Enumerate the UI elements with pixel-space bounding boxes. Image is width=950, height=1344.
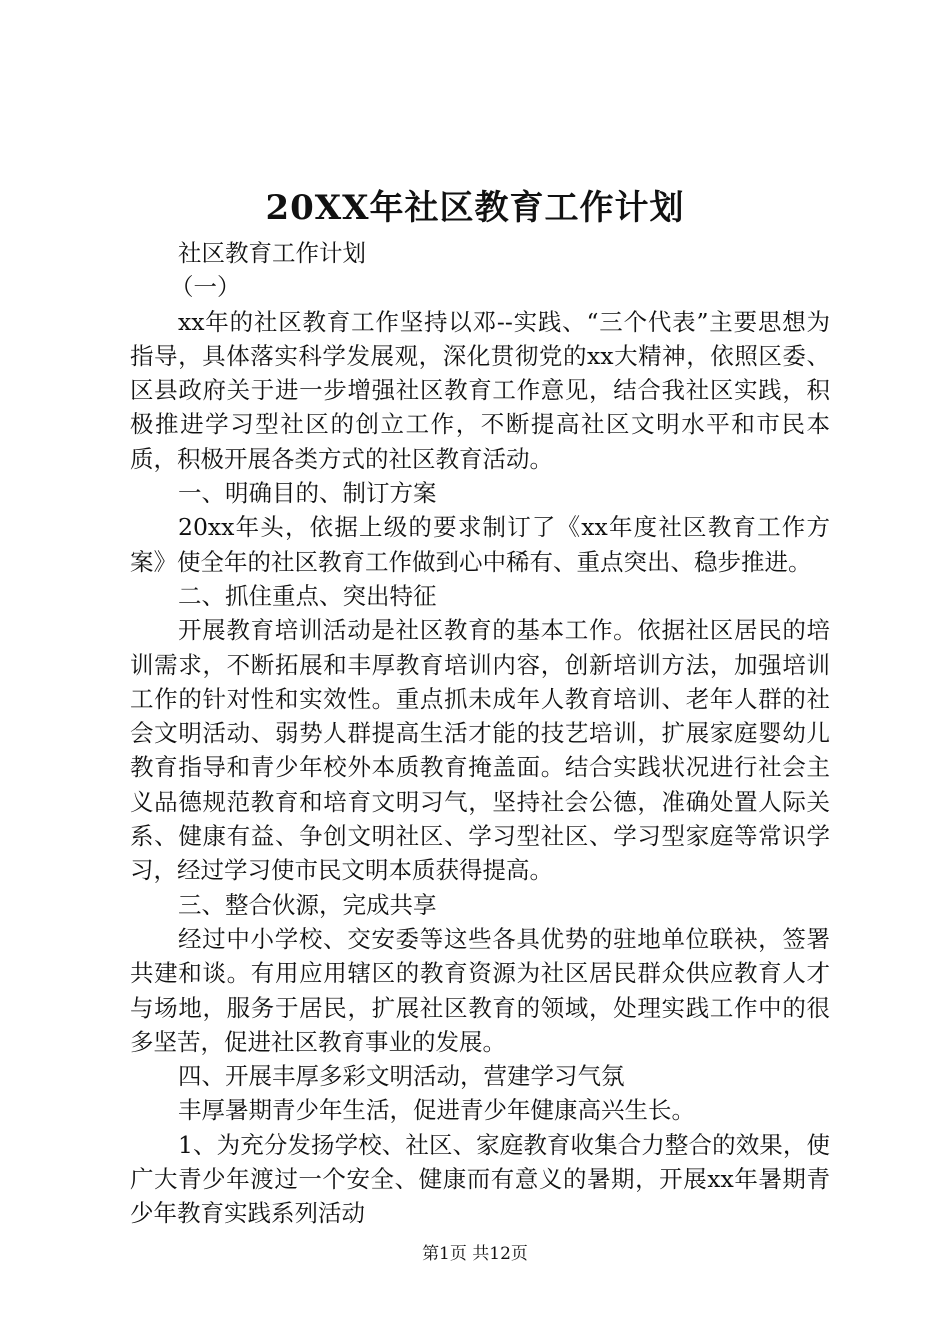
page-footer: 第1页 共12页 (422, 1244, 528, 1264)
section-heading-1: 一、明确目的、制订方案 (178, 479, 437, 508)
subtitle-paragraph: 社区教育工作计划 (178, 239, 366, 267)
section-heading-4: 四、开展丰厚多彩文明活动，营建学习气氛 (178, 1062, 625, 1091)
section-paragraph-4: 丰厚暑期青少年生活，促进青少年健康高兴生长。 (178, 1096, 695, 1125)
section-paragraph-3: 经过中小学校、交安委等这些各具优势的驻地单位联袂，签署共建和谈。有用应用辖区的教育资源为社区居民群众供应教育人才与场地，服务于居民，扩展社区教育的领域，处理实践工作中的很多坚苦，促进社区教育事业的发展。 (130, 924, 830, 1056)
intro-paragraph: xx年的社区教育工作坚持以邓--实践、“三个代表”主要思想为指导，具体落实科学发展观，深化贯彻党的xx大精神，依照区委、区县政府关于进一步增强社区教育工作意见，结合我社区实践，积极推进学习型社区的创立工作，不断提高社区文明水平和市民本质，积极开展各类方式的社区教育活动。 (130, 307, 830, 473)
section-heading-2: 二、抓住重点、突出特征 (178, 581, 437, 610)
section-paragraph-2: 开展教育培训活动是社区教育的基本工作。依据社区居民的培训需求，不断拓展和丰厚教育培训内容，创新培训方法，加强培训工作的针对性和实效性。重点抓未成年人教育培训、老年人群的社会文明活动、弱势人群提高生活才能的技艺培训，扩展家庭婴幼儿教育指导和青少年校外本质教育掩盖面。结合实践状况进行社会主义品德规范教育和培育文明习气，坚持社会公德，准确处置人际关系、健康有益、争创文明社区、学习型社区、学习型家庭等常识学习，经过学习使市民文明本质获得提高。 (130, 616, 830, 885)
list-item-paragraph: 1、为充分发扬学校、社区、家庭教育收集合力整合的效果，使广大青少年渡过一个安全、健康而有意义的暑期，开展xx年暑期青少年教育实践系列活动 (130, 1130, 830, 1228)
section-paragraph-1: 20xx年头，依据上级的要求制订了《xx年度社区教育工作方案》使全年的社区教育工作做到心中稀有、重点突出、稳步推进。 (130, 513, 830, 576)
document-body (130, 236, 830, 1231)
section-number-paragraph: （一） (170, 273, 241, 302)
document-title: 20XX年社区教育工作计划 (265, 188, 685, 228)
section-heading-3: 三、整合伙源，完成共享 (178, 890, 437, 919)
